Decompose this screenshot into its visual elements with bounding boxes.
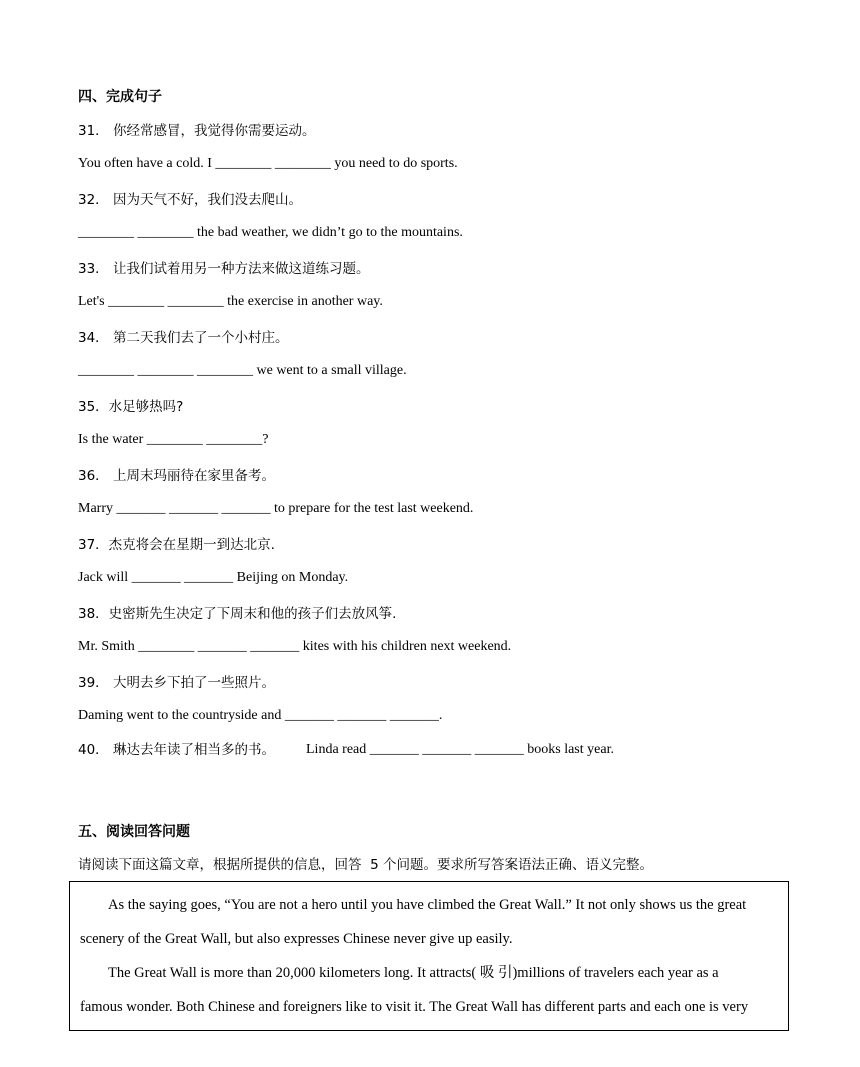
passage-line: scenery of the Great Wall, but also expresses Chinese never give up easily.	[80, 931, 513, 947]
question-31-chinese: 31． 你经常感冒，我觉得你需要运动。	[78, 123, 316, 139]
section-5-instruction: 请阅读下面这篇文章，根据所提供的信息，回答 5 个问题。要求所写答案语法正确、语义完整。	[78, 857, 653, 873]
question-33-english: Let's ________ ________ the exercise in another way.	[78, 294, 383, 309]
section-5-title: 五、阅读回答问题	[78, 824, 190, 840]
passage-line: The Great Wall is more than 20,000 kilometers long. It attracts( 吸 引)millions of travelers each year as a	[108, 965, 719, 981]
question-38-english: Mr. Smith ________ _______ _______ kites with his children next weekend.	[78, 639, 512, 654]
question-32-chinese: 32． 因为天气不好，我们没去爬山。	[78, 192, 302, 208]
section-4-title: 四、完成句子	[78, 89, 162, 105]
question-32-english: ________ ________ the bad weather, we didn’t go to the mountains.	[78, 225, 463, 240]
question-38-chinese: 38．史密斯先生决定了下周末和他的孩子们去放风筝.	[78, 606, 397, 622]
passage-line: famous wonder. Both Chinese and foreigners like to visit it. The Great Wall has different parts and each one is very	[80, 999, 749, 1015]
question-39-chinese: 39． 大明去乡下拍了一些照片。	[78, 675, 275, 691]
question-34-chinese: 34． 第二天我们去了一个小村庄。	[78, 330, 289, 346]
question-35-english: Is the water ________ ________?	[78, 432, 269, 447]
question-35-chinese: 35．水足够热吗?	[78, 399, 184, 415]
question-39-english: Daming went to the countryside and _______ _______ _______.	[78, 708, 443, 723]
question-40-english: Linda read _______ _______ _______ books last year.	[306, 742, 614, 757]
question-37-english: Jack will _______ _______ Beijing on Monday.	[78, 570, 349, 585]
passage-box	[69, 881, 789, 1031]
question-40-chinese: 40． 琳达去年读了相当多的书。	[78, 742, 275, 758]
question-36-chinese: 36． 上周末玛丽待在家里备考。	[78, 468, 275, 484]
question-33-chinese: 33． 让我们试着用另一种方法来做这道练习题。	[78, 261, 370, 277]
passage-line: As the saying goes, “You are not a hero until you have climbed the Great Wall.” It not only shows us the great	[108, 897, 747, 913]
question-37-chinese: 37．杰克将会在星期一到达北京.	[78, 537, 275, 553]
question-31-english: You often have a cold. I ________ ________ you need to do sports.	[78, 156, 458, 171]
question-34-english: ________ ________ ________ we went to a small village.	[78, 363, 407, 378]
question-36-english: Marry _______ _______ _______ to prepare for the test last weekend.	[78, 501, 474, 516]
